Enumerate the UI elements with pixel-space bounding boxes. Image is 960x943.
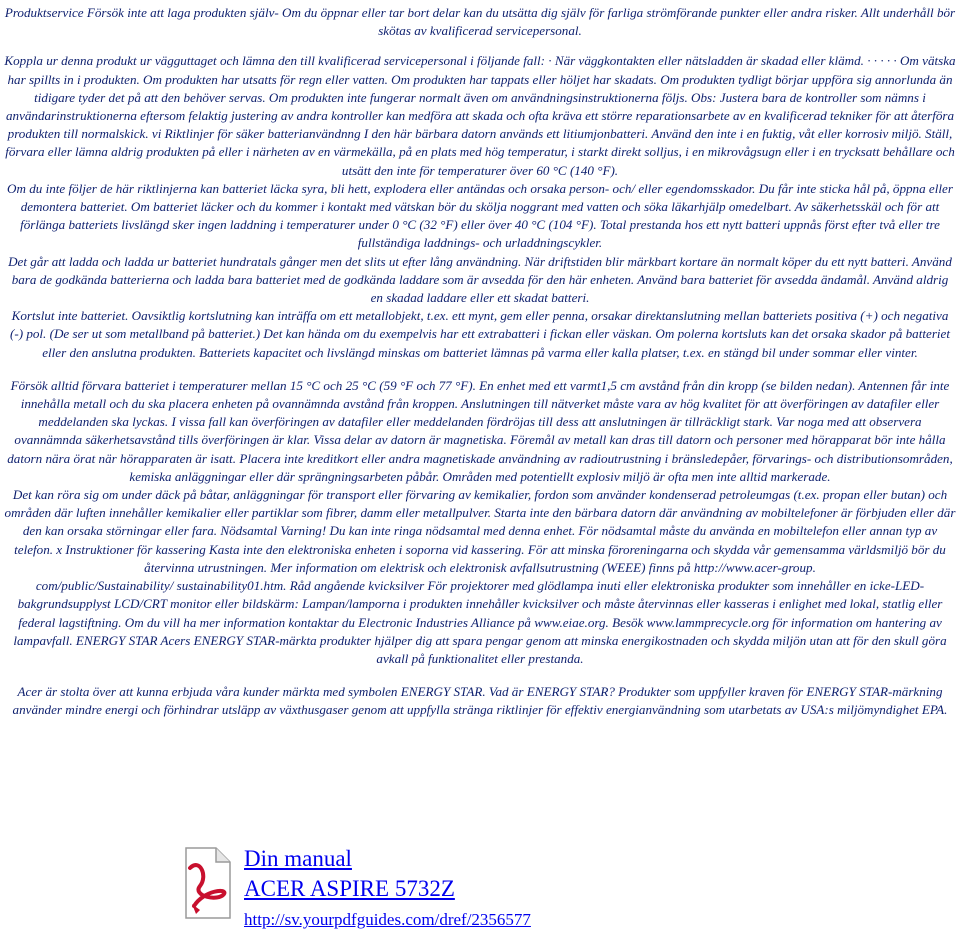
paragraph-koppla-ur: Koppla ur denna produkt ur vägguttaget och lämna den till kvalificerad servicepersonal i följande fall: · När väggkontakten eller nätsladden är skadad eller klämd. · · · · · Om vätska har spillts in i produkten. Om produkten har utsatts för regn eller vatten. Om produkten har tappats eller höljet har skadats. Om produkten tydligt börjar uppföra sig annorlunda än tidigare tyder det på att den behöver servas. Om produkten inte fungerar normalt även om användningsinstruktionerna följs. Obs: Justera bara de kontroller som nämns i användarinstruktionerna eftersom felaktig justering av andra kontroller kan medföra att skada och ofta kräva ett större reparationsarbete av en kvalificerad tekniker för att återföra produkten till normalskick. vi Riktlinjer för säker batterianvändnng I den här bärbara datorn används ett litiumjonbatteri. Använd den inte i en fuktig, våt eller korrosiv miljö. Ställ, förvara eller lämna aldrig produkten på eller i närheten av en värmekälla, på en plats med hög temperatur, i starkt direkt solljus, i en mikrovågsugn eller i en trycksatt behållare och utsätt den inte för temperaturer över 60 °C (140 °F). [4,53,956,178]
paragraph-produktservice: Produktservice Försök inte att laga produkten själv- Om du öppnar eller tar bort delar kan du utsätta dig själv för farliga strömförande punkter eller andra risker. Allt underhåll bör skötas av kvalificerad servicepersonal. [4,5,956,39]
document-body [4,4,956,720]
paragraph-ladda: Det går att ladda och ladda ur batteriet hundratals gånger men det slits ut efter lång användning. När driftstiden blir märkbart kortare än normalt köper du ett nytt batteri. Använd bara de godkända batterierna och ladda bara batteriet med de godkända laddare som är avsedda för den här enheten. Använd bara batteriet för avsedda ändamål. Använd aldrig en skadad laddare eller ett skadat batteri. [8,253,952,306]
url-link[interactable]: http://sv.yourpdfguides.com/dref/2356577 [244,910,531,929]
paragraph-kortslut: Kortslut inte batteriet. Oavsiktlig kortslutning kan inträffa om ett metallobjekt, t.ex. ett mynt, gem eller penna, orsakar direktanslutning mellan batteriets positiva (+) och negativa (-) pol. (De ser ut som metallband på batteriet.) Det kan hända om du exempelvis har ett extrabatteri i fickan eller väskan. Om polerna kortsluts kan det orsaka skador på batteriet eller den anslutna produkten. Batteriets kapacitet och livslängd minskas om batteriet lämnas på varma eller kalla platser, t.ex. en stängd bil under sommar eller vinter. [9,308,951,360]
manual-footer [178,844,778,940]
paragraph-energy-star: Acer är stolta över att kunna erbjuda våra kunder märkta med symbolen ENERGY STAR. Vad är ENERGY STAR? Produkter som uppfyller kraven för ENERGY STAR-märkning använder mindre energi och förhindrar utsläpp av växthusgaser genom att uppfylla stränga riktlinjer för effektiv energianvändning som utarbetats av USA:s miljömyndighet EPA. [12,684,948,718]
paragraph-riktlinjer: Om du inte följer de här riktlinjerna kan batteriet läcka syra, bli hett, explodera eller antändas och orsaka person- och/ eller egendomsskador. Du får inte sticka hål på, öppna eller demontera batteriet. Om batteriet läcker och du kommer i kontakt med vätskan bör du skölja noggrant med vatten och söka läkarhjälp omedelbart. Av säkerhetsskäl och för att förlänga batteriets livslängd sker ingen laddning i temperaturer under 0 °C (32 °F) eller över 40 °C (104 °F). Total prestanda hos ett nytt batteri uppnås först efter två eller tre fullständiga laddnings- och urladdningscykler. [7,180,953,251]
paragraph-kvicksilver: com/public/Sustainability/ sustainability01.htm. Råd angående kvicksilver För projektorer med glödlampa inuti eller elektroniska produkter som innehåller en icke-LED-bakgrundsupplyst LCD/CRT monitor eller bildskärm: Lampan/lamporna i produkten innehåller kvicksilver och måste återvinnas eller kasseras i enlighet med lokal, statlig eller federal lagstiftning. Om du vill ha mer information kontaktar du Electronic Industries Alliance på www.eiae.org. Besök www.lammprecycle.org för information om hantering av lampavfall. ENERGY STAR Acers ENERGY STAR-märkta produkter hjälper dig att spara pengar genom att minska energikostnaden och skydda miljön utan att för den skull göra avkall på funktionalitet eller prestanda. [13,578,947,666]
manual-link[interactable]: Din manual [244,846,352,871]
paragraph-daeck: Det kan röra sig om under däck på båtar, anläggningar för transport eller förvaring av kemikalier, fordon som använder kondenserad petroleumgas (t.ex. propan eller butan) och områden där luften innehåller kemikalier eller partiklar som fibrer, damm eller metallpulver. Starta inte den bärbara datorn där användning av mobiltelefoner är förbjuden eller där den kan orsaka störningar eller fara. Nödsamtal Varning! Du kan inte ringa nödsamtal med denna enhet. För nödsamtal måste du använda en mobiltelefon eller annan typ av telefon. x Instruktioner för kassering Kasta inte den elektroniska enheten i soporna vid kassering. För att minska föroreningarna och skydda vår gemensamma världsmiljö bör du återvinna utrustningen. Mer information om elektrisk och elektronisk avfallsutrustning (WEEE) finns på http://www.acer-group. [4,487,956,575]
manual-links [244,844,531,932]
paragraph-forvara: Försök alltid förvara batteriet i temperaturer mellan 15 °C och 25 °C (59 °F och 77 °F). En enhet med ett varmt1,5 cm avstånd från din kropp (se bilden nedan). Antennen får inte innehålla metall och du ska placera enheten på ovannämnda avstånd från kroppen. Anslutningen till nätverket måste vara av hög kvalitet för att överföringen av datafiler eller meddelanden ska lyckas. I vissa fall kan överföringen av datafiler eller meddelanden fördröjas till dess att anslutningen är tillräckligt stark. Var noga med att observera ovannämnda säkerhetsavstånd tills överföringen är klar. Vissa delar av datorn är magnetiska. Föremål av metall kan dras till datorn och personer med hörapparat bör inte hålla datorn nära örat när hörapparaten är isatt. Placera inte kreditkort eller andra magnetiskade användning av radioutrustning i bränsledepåer, förvarings- och distributionsområden, kemiska anläggningar eller där sprängningsarbeten påbår. Områden med potentiellt explosiv miljö är ofta men inte alltid markerade. [7,377,953,484]
pdf-document-icon[interactable] [178,846,234,922]
product-link[interactable]: ACER ASPIRE 5732Z [244,876,455,901]
